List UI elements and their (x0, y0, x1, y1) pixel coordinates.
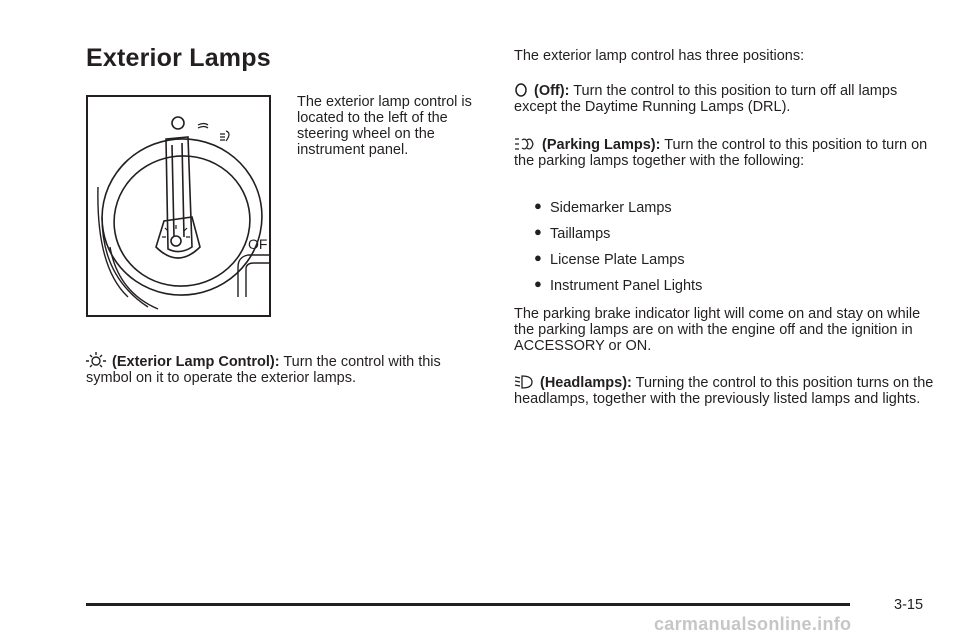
off-label: (Off): (534, 83, 570, 99)
watermark: carmanualsonline.info (654, 614, 852, 634)
parking-text: Turn the control to this position to turn on the parking lamps together with the following: (514, 137, 928, 169)
brake-note: The parking brake indicator light will come on and stay on while the parking lamps are on with the engine off and the ignition in ACCESSORY or ON. (514, 306, 921, 354)
headlamps-icon (514, 374, 534, 390)
intro-text: The exterior lamp control is located to the left of the steering wheel on the instrument panel. (297, 94, 472, 158)
bullet-dot: ● (534, 250, 542, 265)
off-paragraph (514, 82, 934, 115)
lamp-control-label: (Exterior Lamp Control): (112, 354, 280, 370)
page-title: Exterior Lamps (86, 44, 271, 72)
parking-label: (Parking Lamps): (542, 137, 661, 153)
bullet-dot: ● (534, 198, 542, 213)
lamp-control-paragraph (86, 351, 486, 386)
page-number: 3-15 (894, 597, 924, 613)
exterior-lamp-icon (86, 351, 106, 369)
bullet-dot: ● (534, 224, 542, 239)
bullet-dot: ● (534, 276, 542, 291)
footer-rule (86, 603, 850, 606)
parking-paragraph (514, 136, 934, 169)
positions-intro: The exterior lamp control has three positions: (514, 48, 805, 64)
off-icon (514, 82, 528, 98)
headlamps-text: Turning the control to this position turns on the headlamps, together with the previously listed lamps and lights. (514, 375, 934, 407)
parking-lamps-icon (514, 136, 536, 152)
lamp-control-illustration (86, 95, 271, 317)
headlamps-paragraph (514, 374, 934, 407)
off-label: OF (248, 236, 268, 252)
lamp-control-text: Turn the control with this symbol on it to operate the exterior lamps. (86, 354, 441, 386)
headlamps-label: (Headlamps): (540, 375, 632, 391)
off-text: Turn the control to this position to turn off all lamps except the Daytime Running Lamps (DRL). (514, 83, 898, 115)
